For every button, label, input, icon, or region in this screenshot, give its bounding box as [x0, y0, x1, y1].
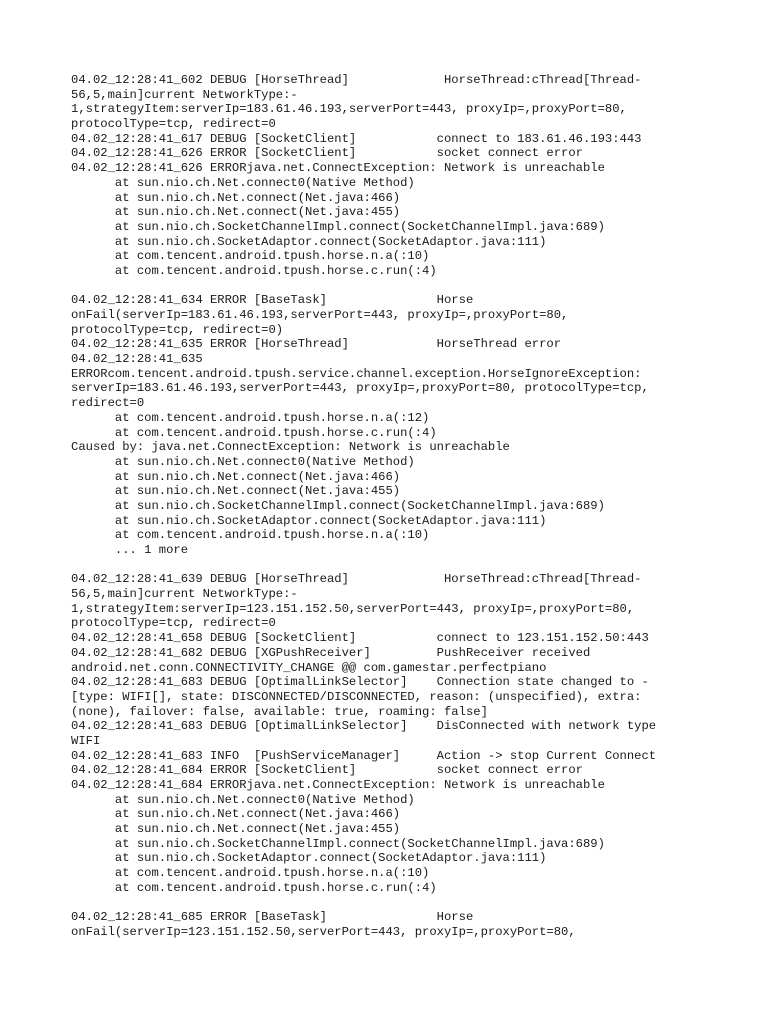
- log-line: at sun.nio.ch.SocketChannelImpl.connect(SocketChannelImpl.java:689): [71, 498, 605, 513]
- log-line: 04.02_12:28:41_683 DEBUG [OptimalLinkSelector] Connection state changed to -: [71, 675, 649, 690]
- log-line: 04.02_12:28:41_639 DEBUG [HorseThread] HorseThread:cThread[Thread-: [71, 572, 642, 587]
- log-line: at sun.nio.ch.SocketAdaptor.connect(SocketAdaptor.java:111): [71, 513, 547, 528]
- log-line: WIFI: [71, 733, 101, 748]
- log-line: ... 1 more: [71, 543, 189, 557]
- log-line: at sun.nio.ch.SocketAdaptor.connect(SocketAdaptor.java:111): [71, 234, 547, 249]
- log-line: [71, 896, 751, 911]
- log-line: [71, 558, 751, 573]
- log-line: (none), failover: false, available: true, roaming: false]: [71, 704, 488, 719]
- log-line: at sun.nio.ch.Net.connect(Net.java:466): [71, 469, 401, 484]
- log-line: onFail(serverIp=183.61.46.193,serverPort=443, proxyIp=,proxyPort=80,: [71, 308, 569, 322]
- log-line: protocolType=tcp, redirect=0: [71, 616, 276, 631]
- log-line: at sun.nio.ch.Net.connect(Net.java:466): [71, 190, 401, 205]
- log-line: at com.tencent.android.tpush.horse.n.a(:10): [71, 249, 430, 264]
- log-line: at sun.nio.ch.SocketAdaptor.connect(SocketAdaptor.java:111): [71, 851, 547, 866]
- log-line: 04.02_12:28:41_685 ERROR [BaseTask] Horse: [71, 910, 474, 925]
- log-line: serverIp=183.61.46.193,serverPort=443, proxyIp=,proxyPort=80, protocolType=tcp,: [71, 381, 649, 396]
- log-line: protocolType=tcp, redirect=0: [71, 117, 276, 132]
- log-line: at com.tencent.android.tpush.horse.c.run(:4): [71, 880, 437, 895]
- log-line: 1,strategyItem:serverIp=183.61.46.193,serverPort=443, proxyIp=,proxyPort=80,: [71, 102, 627, 117]
- log-line: at sun.nio.ch.SocketChannelImpl.connect(SocketChannelImpl.java:689): [71, 836, 605, 851]
- log-line: 04.02_12:28:41_658 DEBUG [SocketClient] connect to 123.151.152.50:443: [71, 631, 649, 646]
- log-line: at sun.nio.ch.Net.connect(Net.java:455): [71, 822, 401, 837]
- log-line: Caused by: java.net.ConnectException: Network is unreachable: [71, 440, 510, 455]
- log-line: at sun.nio.ch.Net.connect(Net.java:455): [71, 484, 401, 499]
- log-line: 04.02_12:28:41_684 ERRORjava.net.ConnectException: Network is unreachable: [71, 778, 605, 792]
- log-line: at com.tencent.android.tpush.horse.n.a(:10): [71, 528, 430, 543]
- log-line: at sun.nio.ch.SocketChannelImpl.connect(SocketChannelImpl.java:689): [71, 219, 605, 234]
- log-line: 04.02_12:28:41_634 ERROR [BaseTask] Horse: [71, 293, 474, 308]
- log-line: at sun.nio.ch.Net.connect0(Native Method): [71, 454, 415, 469]
- log-line: protocolType=tcp, redirect=0): [71, 322, 284, 337]
- log-line: at sun.nio.ch.Net.connect(Net.java:466): [71, 807, 401, 822]
- log-line: 04.02_12:28:41_626 ERRORjava.net.ConnectException: Network is unreachable: [71, 161, 605, 176]
- log-line: at com.tencent.android.tpush.horse.c.run(:4): [71, 263, 437, 278]
- log-line: 56,5,main]current NetworkType:-: [71, 87, 298, 102]
- log-line: at com.tencent.android.tpush.horse.n.a(:12): [71, 410, 430, 425]
- log-line: 04.02_12:28:41_635 ERROR [HorseThread] HorseThread error: [71, 337, 562, 352]
- log-line: at sun.nio.ch.Net.connect0(Native Method): [71, 175, 415, 190]
- log-line: 04.02_12:28:41_682 DEBUG [XGPushReceiver] PushReceiver received: [71, 645, 591, 660]
- log-line: ERRORcom.tencent.android.tpush.service.channel.exception.HorseIgnoreException:: [71, 366, 642, 381]
- log-line: 04.02_12:28:41_602 DEBUG [HorseThread] HorseThread:cThread[Thread-: [71, 73, 642, 87]
- log-line: 56,5,main]current NetworkType:-: [71, 587, 298, 602]
- log-line: at sun.nio.ch.Net.connect0(Native Method): [71, 792, 415, 807]
- log-line: android.net.conn.CONNECTIVITY_CHANGE @@ com.gamestar.perfectpiano: [71, 660, 547, 675]
- log-line: at sun.nio.ch.Net.connect(Net.java:455): [71, 205, 401, 220]
- log-line: 04.02_12:28:41_635: [71, 352, 203, 367]
- log-line: [type: WIFI[], state: DISCONNECTED/DISCONNECTED, reason: (unspecified), extra:: [71, 689, 642, 704]
- log-text: [71, 73, 751, 940]
- log-line: 04.02_12:28:41_683 INFO [PushServiceManager] Action -> stop Current Connect: [71, 748, 657, 763]
- log-line: 04.02_12:28:41_626 ERROR [SocketClient] socket connect error: [71, 146, 583, 161]
- log-line: 1,strategyItem:serverIp=123.151.152.50,serverPort=443, proxyIp=,proxyPort=80,: [71, 601, 635, 616]
- log-line: onFail(serverIp=123.151.152.50,serverPort=443, proxyIp=,proxyPort=80,: [71, 924, 576, 939]
- log-line: redirect=0: [71, 396, 145, 411]
- log-line: at com.tencent.android.tpush.horse.n.a(:10): [71, 866, 430, 881]
- log-line: 04.02_12:28:41_684 ERROR [SocketClient] socket connect error: [71, 763, 583, 778]
- log-line: 04.02_12:28:41_617 DEBUG [SocketClient] connect to 183.61.46.193:443: [71, 131, 642, 146]
- log-line: [71, 279, 751, 294]
- log-line: 04.02_12:28:41_683 DEBUG [OptimalLinkSelector] DisConnected with network type: [71, 719, 657, 734]
- log-line: at com.tencent.android.tpush.horse.c.run(:4): [71, 425, 437, 440]
